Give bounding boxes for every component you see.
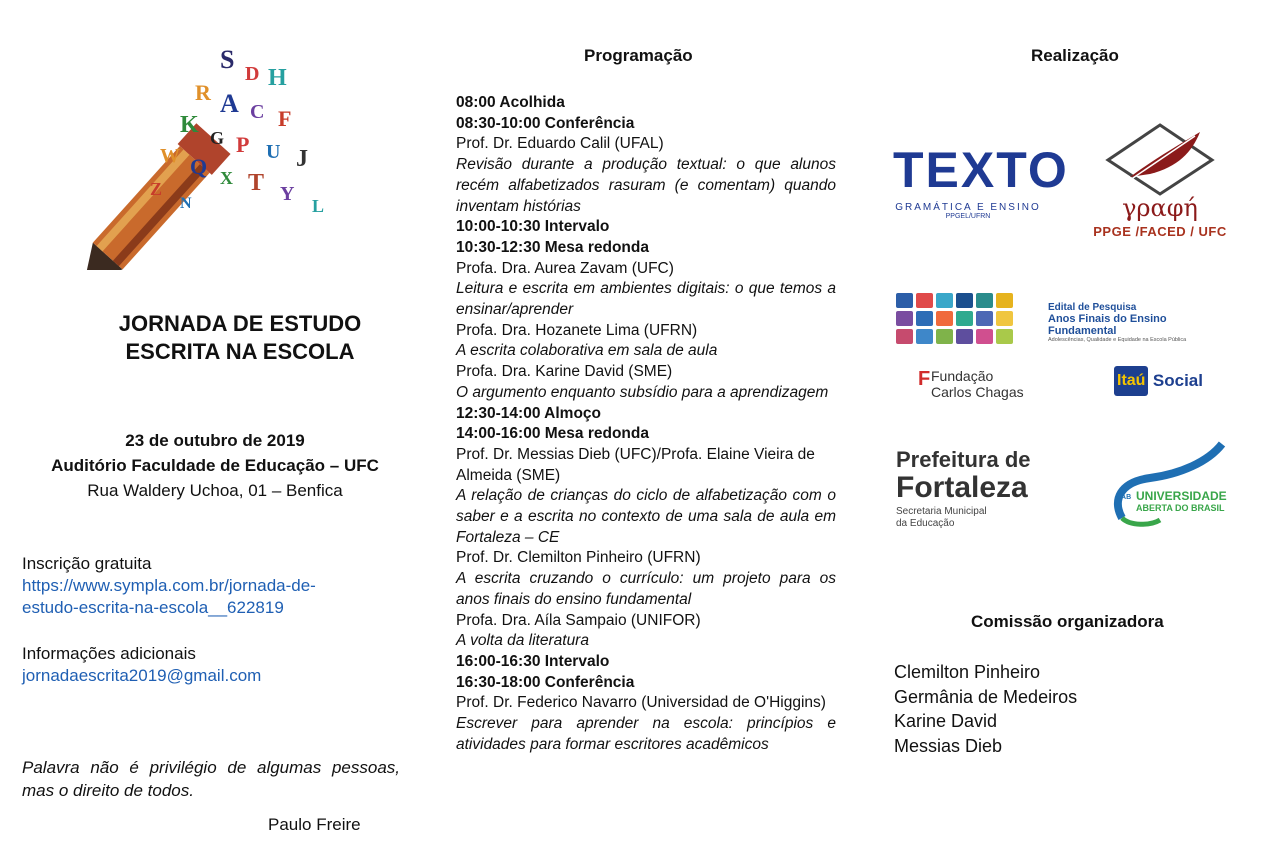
svg-text:W: W <box>160 145 180 167</box>
fcc-line2: Carlos Chagas <box>931 384 1024 400</box>
texto-logo-subtitle2: PPGEL/UFRN <box>945 213 991 220</box>
schedule-time: 16:00-16:30 Intervalo <box>456 652 610 670</box>
svg-text:X: X <box>220 168 233 188</box>
schedule-time: 16:30-18:00 Conferência <box>456 673 635 691</box>
event-title <box>80 310 400 366</box>
registration-link-line1[interactable]: https://www.sympla.com.br/jornada-de- <box>22 576 316 595</box>
comissao-heading: Comissão organizadora <box>971 612 1164 631</box>
uab-line2: ABERTA DO BRASIL <box>1136 503 1225 513</box>
edital-line2: Anos Finais do Ensino Fundamental <box>1048 313 1167 337</box>
talk-title: Revisão durante a produção textual: o que alunos recém alfabetizados rasuram (e comentam) quando inventam histórias <box>456 156 836 215</box>
programacao-heading: Programação <box>584 46 693 65</box>
grafe-logo <box>1080 122 1240 239</box>
talk-title: Leitura e escrita em ambientes digitais: o que temos a ensinar/aprender <box>456 280 836 319</box>
pencil-letters-illustration <box>40 40 370 270</box>
uab-small: UAB <box>1116 494 1132 501</box>
svg-text:Q: Q <box>190 154 208 179</box>
prefeitura-line3: Secretaria Municipal <box>896 506 987 517</box>
edital-color-square <box>996 293 1013 308</box>
svg-text:Y: Y <box>280 183 295 205</box>
svg-text:L: L <box>312 196 325 216</box>
edital-color-square <box>896 293 913 308</box>
talk-title: O argumento enquanto subsídio para a aprendizagem <box>456 383 829 401</box>
event-details <box>20 428 410 503</box>
prefeitura-line1: Prefeitura de <box>896 447 1031 472</box>
edital-color-square <box>936 329 953 344</box>
schedule-time: 14:00-16:00 Mesa redonda <box>456 425 649 443</box>
svg-text:U: U <box>266 141 281 163</box>
svg-text:F: F <box>278 106 292 131</box>
prefeitura-line4: da Educação <box>896 518 955 529</box>
fcc-line1: Fundação <box>931 368 994 384</box>
svg-text:R: R <box>195 80 211 105</box>
svg-text:K: K <box>180 112 199 138</box>
speaker-name: Profa. Dra. Karine David (SME) <box>456 363 673 381</box>
edital-color-square <box>936 311 953 326</box>
schedule-time: 12:30-14:00 Almoço <box>456 404 602 422</box>
svg-text:P: P <box>236 132 250 157</box>
registration-block <box>22 553 402 619</box>
fcc-icon: F <box>918 368 931 390</box>
svg-text:D: D <box>245 63 260 85</box>
edital-color-square <box>916 329 933 344</box>
registration-link-line2[interactable]: estudo-escrita-na-escola__622819 <box>22 598 284 617</box>
edital-color-square <box>956 329 973 344</box>
itau-box: Itaú <box>1114 366 1148 396</box>
uab-logo <box>1110 440 1250 530</box>
texto-logo-subtitle: GRAMÁTICA E ENSINO <box>895 202 1041 213</box>
speaker-name: Prof. Dr. Messias Dieb (UFC)/Profa. Elaine Vieira de Almeida (SME) <box>456 445 815 484</box>
edital-line1: Edital de Pesquisa <box>1048 302 1137 313</box>
edital-text <box>1048 302 1236 343</box>
edital-color-square <box>916 311 933 326</box>
contact-label: Informações adicionais <box>22 644 196 663</box>
prefeitura-line2: Fortaleza <box>896 471 1028 504</box>
schedule-time: 08:00 Acolhida <box>456 94 565 111</box>
itau-word: Social <box>1152 371 1203 390</box>
edital-color-square <box>956 311 973 326</box>
programacao-list <box>456 93 836 756</box>
contact-email[interactable]: jornadaescrita2019@gmail.com <box>22 666 262 685</box>
uab-swoosh-icon <box>1110 440 1250 530</box>
comissao-member: Germânia de Medeiros <box>894 686 1078 707</box>
svg-text:G: G <box>210 128 225 148</box>
svg-text:T: T <box>248 170 265 196</box>
edital-color-square <box>976 293 993 308</box>
quote-text: Palavra não é privilégio de algumas pessoas, mas o direito de todos. <box>22 758 400 800</box>
talk-title: A escrita colaborativa em sala de aula <box>456 342 718 360</box>
event-date: 23 de outubro de 2019 <box>125 431 305 450</box>
edital-color-square <box>996 311 1013 326</box>
prefeitura-logo <box>896 448 1056 530</box>
speaker-name: Prof. Dr. Eduardo Calil (UFAL) <box>456 135 664 153</box>
comissao-member: Karine David <box>894 711 998 731</box>
edital-color-square <box>976 311 993 326</box>
svg-text:H: H <box>268 65 287 91</box>
talk-title: Escrever para aprender na escola: princípios e atividades para formar escritores acadêmicos <box>456 715 836 753</box>
edital-color-square <box>896 329 913 344</box>
left-panel <box>0 0 420 852</box>
svg-text:Z: Z <box>150 179 163 199</box>
talk-title: A escrita cruzando o currículo: um projeto para os anos finais do ensino fundamental <box>456 570 836 608</box>
speaker-name: Profa. Dra. Hozanete Lima (UFRN) <box>456 321 698 339</box>
edital-color-square <box>976 329 993 344</box>
comissao-member: Messias Dieb <box>894 735 1003 756</box>
edital-logo <box>896 293 1236 353</box>
texto-logo-word: TEXTO <box>893 142 1069 198</box>
realizacao-heading: Realização <box>1031 46 1119 65</box>
event-title-line1: JORNADA DE ESTUDO <box>118 311 362 336</box>
edital-color-square <box>996 329 1013 344</box>
grafe-logo-word: γραφή <box>1122 194 1198 222</box>
comissao-list <box>894 660 1077 758</box>
svg-text:C: C <box>250 101 265 123</box>
contact-block <box>22 643 402 687</box>
grafe-logo-caption: PPGE /FACED / UFC <box>1093 224 1227 239</box>
uab-line1: UNIVERSIDADE <box>1136 489 1227 503</box>
event-venue: Auditório Faculdade de Educação – UFC <box>51 456 379 475</box>
texto-logo <box>893 142 1069 220</box>
event-title-line2: ESCRITA NA ESCOLA <box>125 339 355 364</box>
schedule-time: 10:00-10:30 Intervalo <box>456 218 610 236</box>
svg-text:S: S <box>220 45 235 74</box>
speaker-name: Prof. Dr. Federico Navarro (Universidad de O'Higgins) <box>456 694 826 712</box>
registration-label: Inscrição gratuita <box>22 554 152 573</box>
svg-text:N: N <box>180 195 192 212</box>
quote-author: Paulo Freire <box>268 815 361 834</box>
speaker-name: Profa. Dra. Aurea Zavam (UFC) <box>456 259 674 277</box>
speaker-name: Prof. Dr. Clemilton Pinheiro (UFRN) <box>456 549 701 567</box>
edital-line3: Adolescências, Qualidade e Equidade na Escola Pública <box>1048 337 1187 343</box>
edital-color-grid <box>896 293 1032 344</box>
speaker-name: Profa. Dra. Aíla Sampaio (UNIFOR) <box>456 611 701 629</box>
edital-color-square <box>936 293 953 308</box>
schedule-time: 10:30-12:30 Mesa redonda <box>456 238 649 256</box>
svg-text:J: J <box>296 146 308 172</box>
edital-color-square <box>916 293 933 308</box>
event-address: Rua Waldery Uchoa, 01 – Benfica <box>87 481 343 500</box>
talk-title: A volta da literatura <box>456 632 589 650</box>
svg-text:A: A <box>220 89 239 118</box>
quill-diamond-icon <box>1100 122 1220 197</box>
edital-color-square <box>896 311 913 326</box>
comissao-member: Clemilton Pinheiro <box>894 662 1041 682</box>
talk-title: A relação de crianças do ciclo de alfabetização com o saber e a escrita no contexto de uma sala de aula em Fortaleza – CE <box>456 487 836 546</box>
itau-logo <box>1114 366 1203 396</box>
schedule-time: 08:30-10:00 Conferência <box>456 114 635 132</box>
edital-color-square <box>956 293 973 308</box>
